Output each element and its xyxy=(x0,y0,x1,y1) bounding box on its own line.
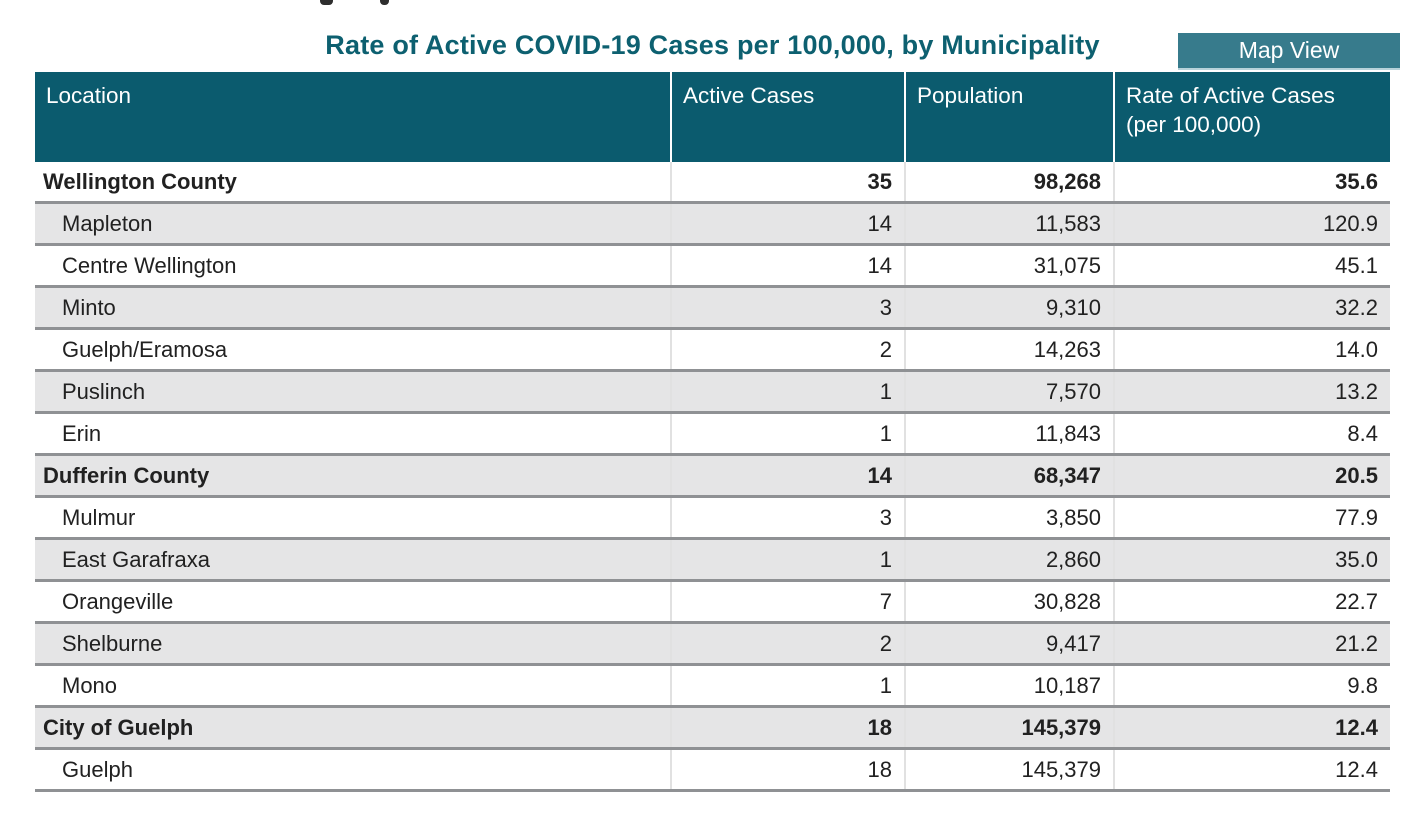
population-cell: 2,860 xyxy=(905,539,1114,581)
location-cell: Erin xyxy=(35,413,671,455)
active-cases-cell: 14 xyxy=(671,203,905,245)
rate-cell: 21.2 xyxy=(1114,623,1390,665)
population-cell: 11,843 xyxy=(905,413,1114,455)
table-row xyxy=(35,707,1390,749)
active-cases-cell: 1 xyxy=(671,413,905,455)
population-cell: 10,187 xyxy=(905,665,1114,707)
rate-cell: 35.6 xyxy=(1114,162,1390,203)
table-row xyxy=(35,203,1390,245)
rate-cell: 12.4 xyxy=(1114,707,1390,749)
table-row xyxy=(35,371,1390,413)
rate-cell: 9.8 xyxy=(1114,665,1390,707)
population-cell: 11,583 xyxy=(905,203,1114,245)
table-row xyxy=(35,539,1390,581)
rate-cell: 77.9 xyxy=(1114,497,1390,539)
column-header-rate[interactable]: Rate of Active Cases (per 100,000) xyxy=(1114,72,1390,162)
table-row xyxy=(35,623,1390,665)
active-cases-cell: 3 xyxy=(671,287,905,329)
map-view-button[interactable]: Map View xyxy=(1178,33,1400,70)
active-cases-cell: 18 xyxy=(671,749,905,791)
active-cases-cell: 14 xyxy=(671,245,905,287)
covid-rate-table xyxy=(35,72,1390,792)
population-cell: 68,347 xyxy=(905,455,1114,497)
location-cell: Wellington County xyxy=(35,162,671,203)
table-row xyxy=(35,665,1390,707)
active-cases-cell: 7 xyxy=(671,581,905,623)
active-cases-cell: 1 xyxy=(671,371,905,413)
active-cases-cell: 2 xyxy=(671,329,905,371)
active-cases-cell: 2 xyxy=(671,623,905,665)
population-cell: 9,310 xyxy=(905,287,1114,329)
table-row xyxy=(35,581,1390,623)
active-cases-cell: 18 xyxy=(671,707,905,749)
column-header-location[interactable]: Location xyxy=(35,72,671,162)
table-header xyxy=(35,72,1390,162)
table-row xyxy=(35,413,1390,455)
location-cell: Guelph xyxy=(35,749,671,791)
rate-cell: 20.5 xyxy=(1114,455,1390,497)
title-bar xyxy=(35,0,1390,72)
column-header-active-cases[interactable]: Active Cases xyxy=(671,72,905,162)
rate-cell: 14.0 xyxy=(1114,329,1390,371)
table-row xyxy=(35,497,1390,539)
population-cell: 9,417 xyxy=(905,623,1114,665)
location-cell: Dufferin County xyxy=(35,455,671,497)
location-cell: Orangeville xyxy=(35,581,671,623)
location-cell: Mapleton xyxy=(35,203,671,245)
population-cell: 30,828 xyxy=(905,581,1114,623)
table-row xyxy=(35,329,1390,371)
population-cell: 7,570 xyxy=(905,371,1114,413)
population-cell: 31,075 xyxy=(905,245,1114,287)
page-title: Rate of Active COVID-19 Cases per 100,000, by Municipality xyxy=(325,30,1100,60)
column-header-population[interactable]: Population xyxy=(905,72,1114,162)
location-cell: Mono xyxy=(35,665,671,707)
rate-cell: 8.4 xyxy=(1114,413,1390,455)
rate-cell: 45.1 xyxy=(1114,245,1390,287)
rate-cell: 35.0 xyxy=(1114,539,1390,581)
active-cases-cell: 35 xyxy=(671,162,905,203)
table-row xyxy=(35,455,1390,497)
population-cell: 145,379 xyxy=(905,749,1114,791)
active-cases-cell: 3 xyxy=(671,497,905,539)
header-row xyxy=(35,72,1390,162)
population-cell: 145,379 xyxy=(905,707,1114,749)
table-row xyxy=(35,162,1390,203)
population-cell: 14,263 xyxy=(905,329,1114,371)
location-cell: Mulmur xyxy=(35,497,671,539)
table-row xyxy=(35,245,1390,287)
table-row xyxy=(35,287,1390,329)
rate-cell: 22.7 xyxy=(1114,581,1390,623)
location-cell: Puslinch xyxy=(35,371,671,413)
population-cell: 3,850 xyxy=(905,497,1114,539)
location-cell: East Garafraxa xyxy=(35,539,671,581)
rate-cell: 120.9 xyxy=(1114,203,1390,245)
location-cell: Guelph/Eramosa xyxy=(35,329,671,371)
location-cell: Shelburne xyxy=(35,623,671,665)
active-cases-cell: 1 xyxy=(671,665,905,707)
location-cell: Minto xyxy=(35,287,671,329)
population-cell: 98,268 xyxy=(905,162,1114,203)
table-row xyxy=(35,749,1390,791)
active-cases-cell: 1 xyxy=(671,539,905,581)
table-body xyxy=(35,162,1390,791)
location-cell: City of Guelph xyxy=(35,707,671,749)
rate-cell: 12.4 xyxy=(1114,749,1390,791)
active-cases-cell: 14 xyxy=(671,455,905,497)
rate-cell: 32.2 xyxy=(1114,287,1390,329)
rate-cell: 13.2 xyxy=(1114,371,1390,413)
location-cell: Centre Wellington xyxy=(35,245,671,287)
